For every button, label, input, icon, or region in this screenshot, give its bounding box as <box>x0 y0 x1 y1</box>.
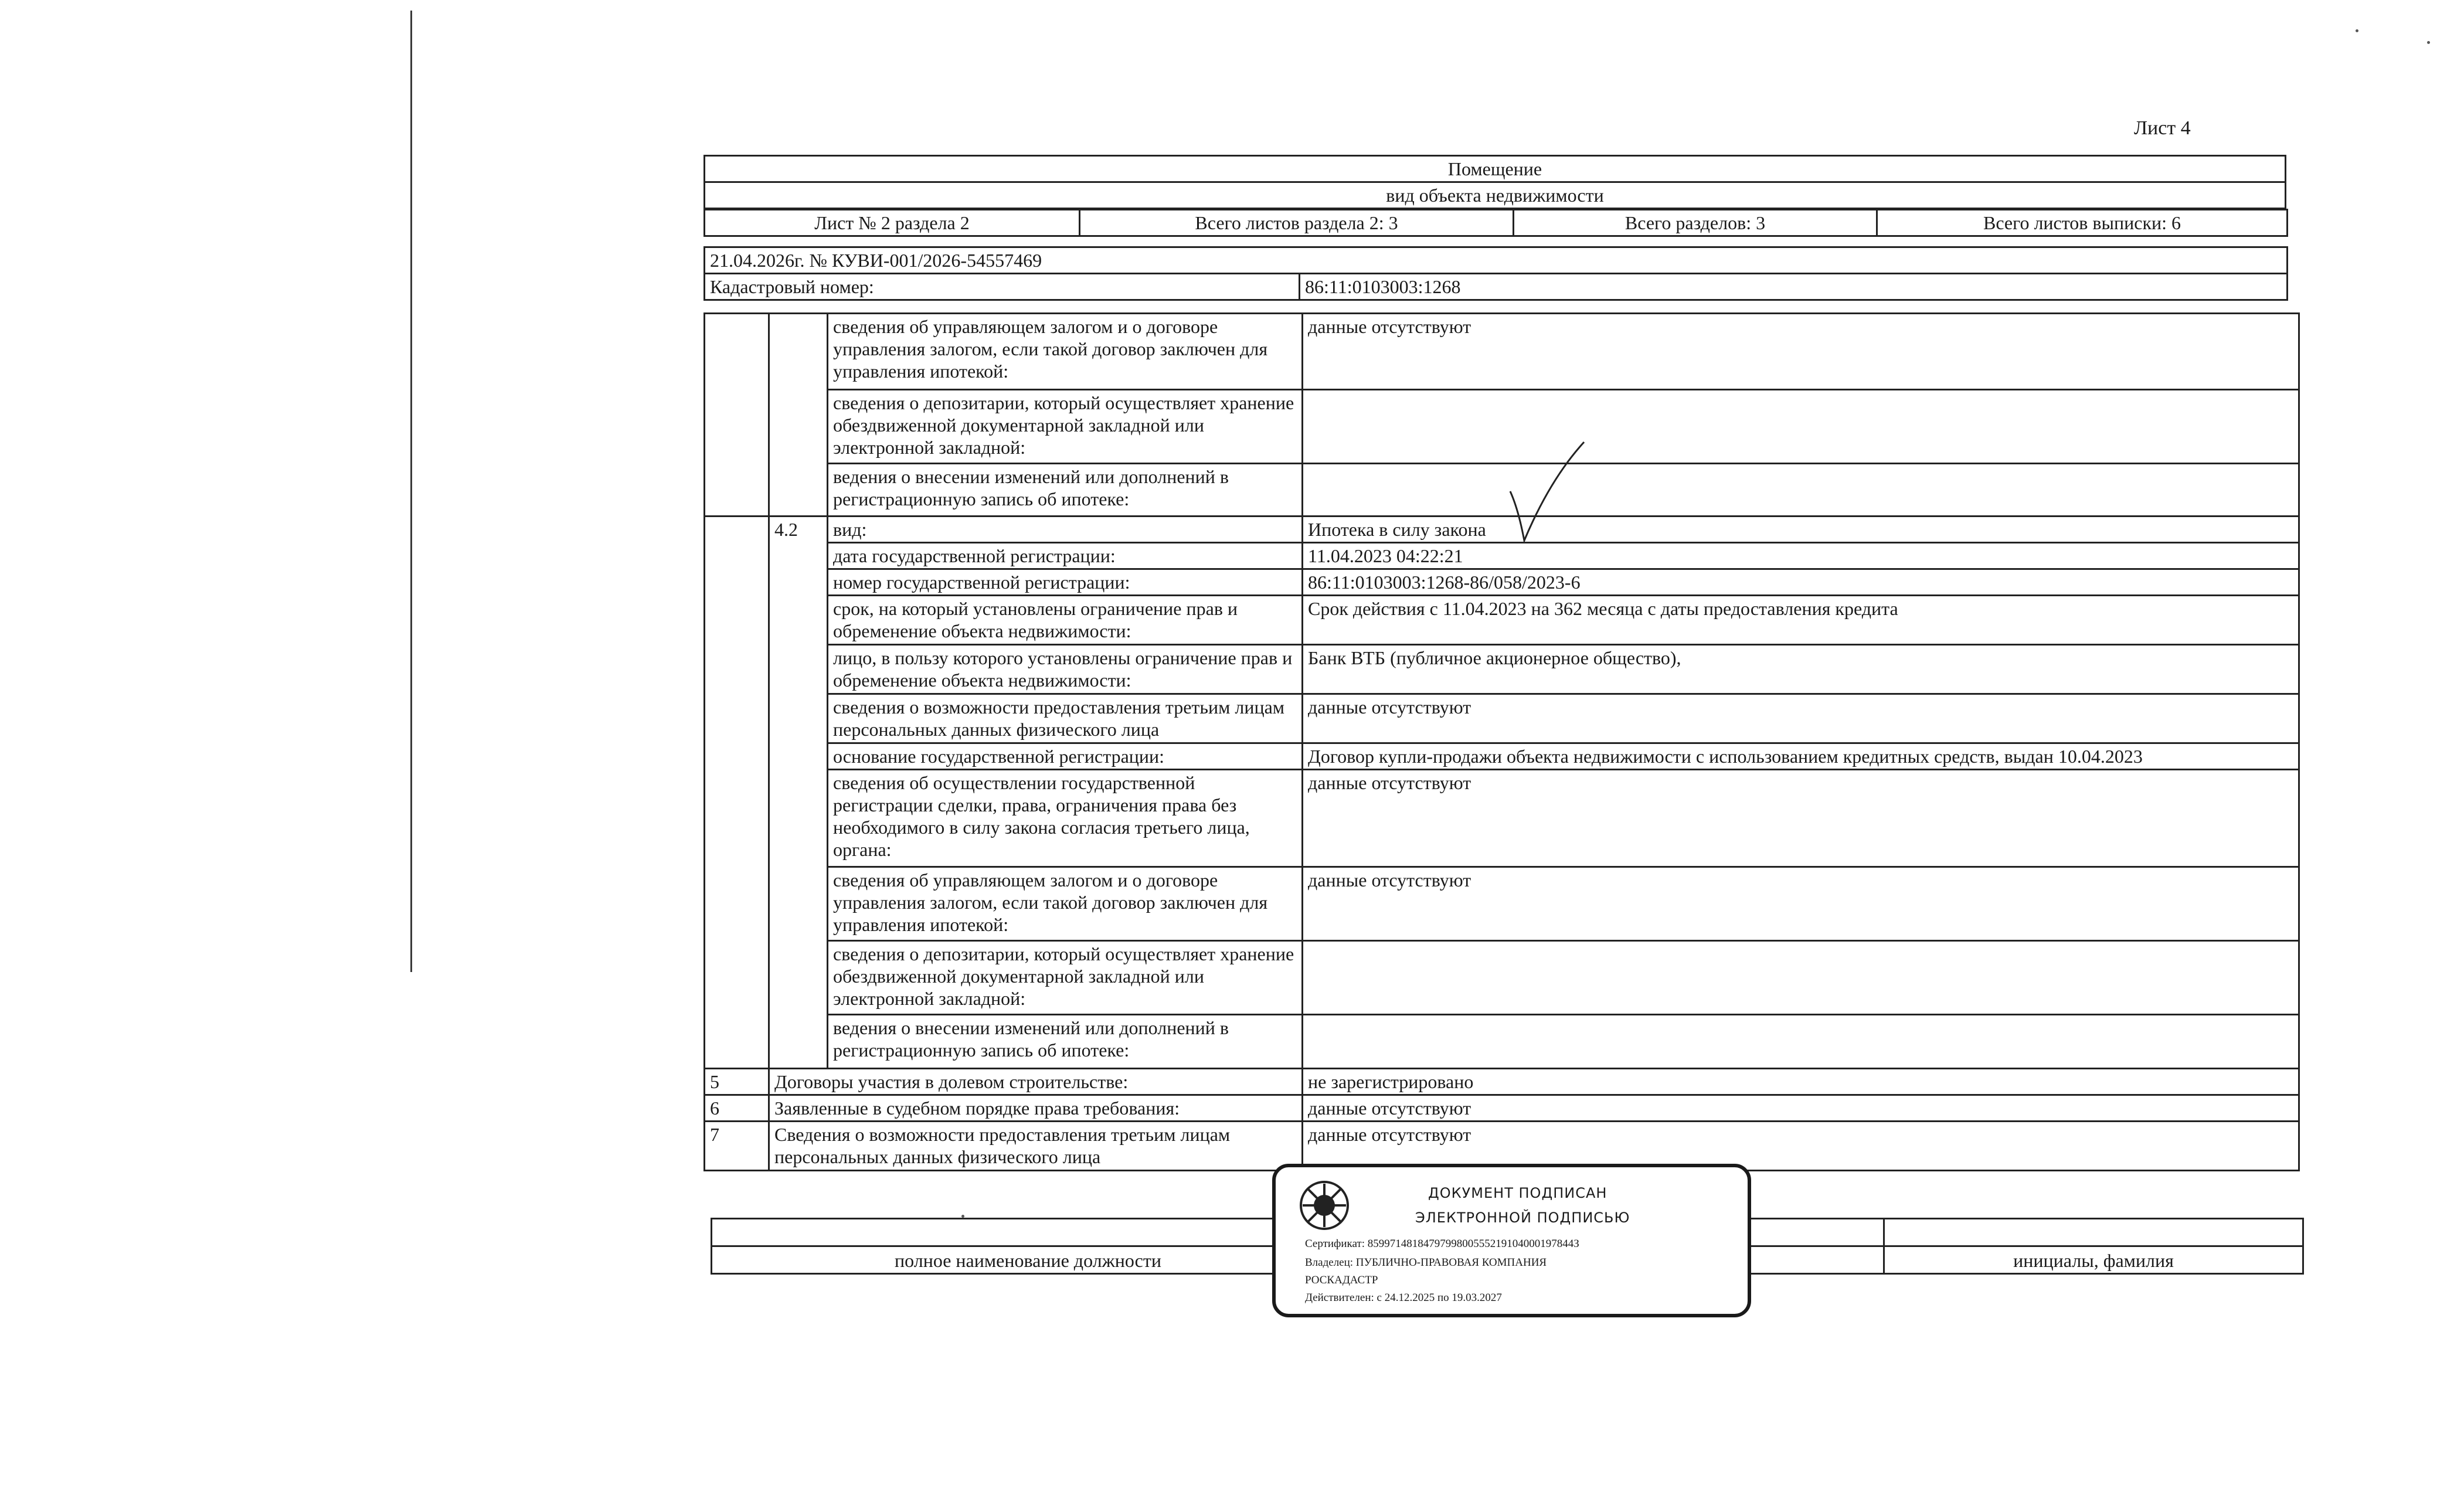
table-row <box>705 543 2299 569</box>
item-value: данные отсутствуют <box>1303 1095 2299 1122</box>
table-row <box>705 645 2299 694</box>
table-row <box>705 1095 2299 1122</box>
row-value <box>1303 390 2299 464</box>
sheet-number: Лист 4 <box>2134 117 2191 139</box>
subsection-number: 4.2 <box>769 517 828 1069</box>
table-row <box>705 694 2299 743</box>
table-row <box>705 390 2299 464</box>
electronic-signature-stamp <box>1272 1164 1751 1317</box>
row-label: дата государственной регистрации: <box>828 543 1303 569</box>
stamp-owner: Владелец: ПУБЛИЧНО-ПРАВОВАЯ КОМПАНИЯ <box>1305 1256 1547 1269</box>
row-label: сведения об управляющем залогом и о договоре управления залогом, если такой договор заключен для управления ипотекой: <box>828 867 1303 941</box>
blank-num-cell <box>705 314 769 517</box>
row-label: сведения о возможности предоставления третьим лицам персональных данных физического лица <box>828 694 1303 743</box>
row-label: вид: <box>828 517 1303 543</box>
row-label: ведения о внесении изменений или дополнений в регистрационную запись об ипотеке: <box>828 464 1303 517</box>
scan-speck <box>961 1215 964 1218</box>
row-value: 11.04.2023 04:22:21 <box>1303 543 2299 569</box>
object-type-table <box>703 155 2286 209</box>
scan-speck <box>2356 29 2358 32</box>
row-value: Срок действия с 11.04.2023 на 362 месяца с даты предоставления кредита <box>1303 596 2299 645</box>
row-label: номер государственной регистрации: <box>828 569 1303 596</box>
row-label: сведения о депозитарии, который осуществляет хранение обездвиженной документарной закладной или электронной закладной: <box>828 390 1303 464</box>
item-label: Договоры участия в долевом строительстве: <box>769 1069 1303 1095</box>
row-value: Банк ВТБ (публичное акционерное общество), <box>1303 645 2299 694</box>
table-row <box>705 941 2299 1015</box>
date-number: 21.04.2026г. № КУВИ-001/2026-54557469 <box>705 247 2288 274</box>
row-value: данные отсутствуют <box>1303 867 2299 941</box>
item-value: не зарегистрировано <box>1303 1069 2299 1095</box>
row-label: сведения об управляющем залогом и о договоре управления залогом, если такой договор заключен для управления ипотекой: <box>828 314 1303 390</box>
blank-subnum-cell <box>769 314 828 517</box>
row-label: ведения о внесении изменений или дополнений в регистрационную запись об ипотеке: <box>828 1015 1303 1069</box>
position-caption: полное наименование должности <box>712 1246 1345 1274</box>
sheet-info-table <box>703 209 2288 237</box>
table-row <box>705 867 2299 941</box>
header-table <box>703 246 2288 301</box>
emblem-icon <box>1298 1179 1351 1232</box>
total-sheets: Всего листов выписки: 6 <box>1877 210 2288 236</box>
name-caption: инициалы, фамилия <box>1884 1246 2303 1274</box>
stamp-title: ДОКУМЕНТ ПОДПИСАН <box>1428 1185 1607 1201</box>
item-number: 6 <box>705 1095 769 1122</box>
margin-line <box>410 11 412 972</box>
cadastral-label: Кадастровый номер: <box>705 274 1300 300</box>
item-number: 7 <box>705 1122 769 1171</box>
row-label: сведения о депозитарии, который осуществляет хранение обездвиженной документарной закладной или электронной закладной: <box>828 941 1303 1015</box>
table-row <box>705 743 2299 770</box>
table-row <box>705 770 2299 867</box>
item-number: 5 <box>705 1069 769 1095</box>
table-row <box>705 1122 2299 1171</box>
item-label: Сведения о возможности предоставления третьим лицам персональных данных физического лица <box>769 1122 1303 1171</box>
row-value <box>1303 464 2299 517</box>
stamp-certificate: Сертификат: 8599714818479799800555219104000197844З <box>1305 1238 1579 1250</box>
stamp-subtitle: ЭЛЕКТРОННОЙ ПОДПИСЬЮ <box>1415 1209 1630 1226</box>
row-value <box>1303 1015 2299 1069</box>
table-row <box>705 464 2299 517</box>
row-value: данные отсутствуют <box>1303 770 2299 867</box>
scan-speck <box>2427 41 2430 44</box>
table-row <box>705 1069 2299 1095</box>
row-label: лицо, в пользу которого установлены ограничение прав и обременение объекта недвижимости: <box>828 645 1303 694</box>
total-sections: Всего разделов: 3 <box>1514 210 1877 236</box>
check-mark <box>1507 440 1589 545</box>
row-value: данные отсутствуют <box>1303 314 2299 390</box>
section-sheet: Лист № 2 раздела 2 <box>705 210 1080 236</box>
item-label: Заявленные в судебном порядке права требования: <box>769 1095 1303 1122</box>
object-type-caption: вид объекта недвижимости <box>705 182 2286 209</box>
blank-num-cell <box>705 517 769 1069</box>
object-type-value: Помещение <box>705 156 2286 182</box>
row-value: Договор купли-продажи объекта недвижимости с использованием кредитных средств, выдан 10.04.2023 <box>1303 743 2299 770</box>
row-label: срок, на который установлены ограничение прав и обременение объекта недвижимости: <box>828 596 1303 645</box>
row-label: основание государственной регистрации: <box>828 743 1303 770</box>
row-label: сведения об осуществлении государственной регистрации сделки, права, ограничения права без необходимого в силу закона согласия третьего лица, органа: <box>828 770 1303 867</box>
total-section-sheets: Всего листов раздела 2: 3 <box>1080 210 1514 236</box>
signature-position-blank <box>712 1219 1345 1246</box>
table-row <box>705 517 2299 543</box>
table-row <box>705 1015 2299 1069</box>
cadastral-value: 86:11:0103003:1268 <box>1300 274 2288 300</box>
stamp-owner-name: РОСКАДАСТР <box>1305 1274 1378 1286</box>
table-row <box>705 596 2299 645</box>
row-value: 86:11:0103003:1268-86/058/2023-6 <box>1303 569 2299 596</box>
row-value: Ипотека в силу закона <box>1303 517 2299 543</box>
stamp-validity: Действителен: с 24.12.2025 по 19.03.2027 <box>1305 1292 1502 1304</box>
table-row <box>705 314 2299 390</box>
item-value: данные отсутствуют <box>1303 1122 2299 1171</box>
table-row <box>705 569 2299 596</box>
row-value <box>1303 941 2299 1015</box>
encumbrance-table <box>703 312 2300 1171</box>
row-value: данные отсутствуют <box>1303 694 2299 743</box>
signature-name-blank <box>1884 1219 2303 1246</box>
